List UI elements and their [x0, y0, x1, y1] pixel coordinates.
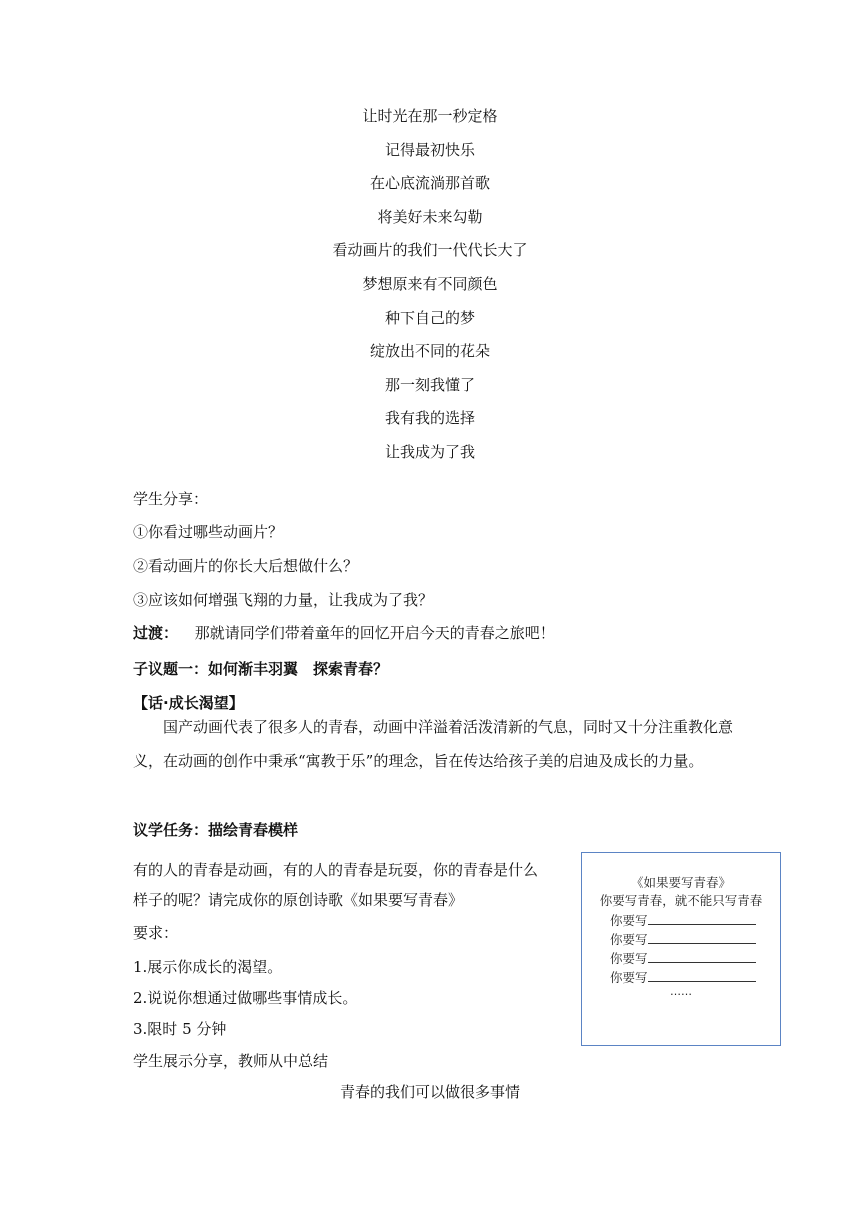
share-question: ③应该如何增强飞翔的力量，让我成为了我？: [133, 591, 434, 609]
summary-text: 学生展示分享，教师从中总结: [133, 1052, 329, 1070]
transition-line: [133, 622, 555, 644]
poem-template-line: [610, 969, 756, 986]
poem-line: 让我成为了我: [384, 442, 475, 461]
poem-template-title: 《如果要写青春》: [630, 875, 731, 890]
fill-in-blank: [648, 931, 756, 944]
fill-in-blank: [648, 912, 756, 925]
poem-template-line-prefix: 你要写: [610, 951, 648, 966]
requirement-item: 1.展示你成长的渴望。: [133, 958, 283, 976]
requirements-title: 要求：: [133, 924, 179, 942]
poem-template-subtitle: 你要写青春，就不能只写青春: [599, 893, 763, 908]
transition-text: 那就请同学们带着童年的回忆开启今天的青春之旅吧！: [194, 624, 555, 642]
share-question: ①你看过哪些动画片？: [133, 523, 284, 541]
section-heading: 【话·成长渴望】: [133, 694, 244, 712]
requirement-item: 2.说说你想通过做哪些事情成长。: [133, 989, 358, 1007]
poem-line: 那一刻我懂了: [384, 375, 475, 394]
task-text: 有的人的青春是动画，有的人的青春是玩耍，你的青春是什么: [133, 861, 539, 879]
poem-template-line-prefix: 你要写: [610, 913, 648, 928]
poem-line: 在心底流淌那首歌: [369, 174, 490, 193]
poem-line: 绽放出不同的花朵: [369, 342, 490, 361]
transition-label: 过渡：: [133, 624, 179, 642]
poem-line: 让时光在那一秒定格: [362, 107, 498, 125]
share-question: ②看动画片的你长大后想做什么？: [133, 557, 359, 575]
poem-block: [0, 103, 860, 473]
poem-line: 将美好未来勾勒: [377, 207, 483, 226]
task-text: 样子的呢？请完成你的原创诗歌《如果要写青春》: [133, 891, 464, 909]
poem-line: 梦想原来有不同颜色: [362, 274, 498, 293]
poem-line: 记得最初快乐: [384, 140, 475, 159]
poem-line: 种下自己的梦: [384, 308, 475, 327]
requirement-item: 3.限时 5 分钟: [133, 1020, 227, 1038]
poem-line: 看动画片的我们一代代长大了: [332, 241, 528, 260]
poem-template-line-prefix: 你要写: [610, 970, 648, 985]
poem-line: 我有我的选择: [384, 409, 475, 428]
task-heading: 议学任务：描绘青春模样: [133, 821, 299, 839]
fill-in-blank: [648, 950, 756, 963]
poem-template-line: [610, 950, 756, 967]
poem-template-line-prefix: 你要写: [610, 932, 648, 947]
closing-line: 青春的我们可以做很多事情: [339, 1083, 520, 1101]
poem-template-line: [610, 931, 756, 948]
share-title: 学生分享：: [133, 490, 209, 508]
poem-template-box: [581, 852, 781, 1046]
fill-in-blank: [648, 969, 756, 982]
poem-template-line: [610, 912, 756, 929]
intro-paragraph: 国产动画代表了很多人的青春，动画中洋溢着活泼清新的气息，同时又十分注重教化意义，在动画的创作中秉承“寓教于乐”的理念，旨在传达给孩子美的启迪及成长的力量。: [133, 718, 734, 770]
topic-heading: 子议题一：如何渐丰羽翼 探索青春？: [133, 660, 389, 678]
poem-template-ellipsis: ……: [670, 985, 692, 998]
